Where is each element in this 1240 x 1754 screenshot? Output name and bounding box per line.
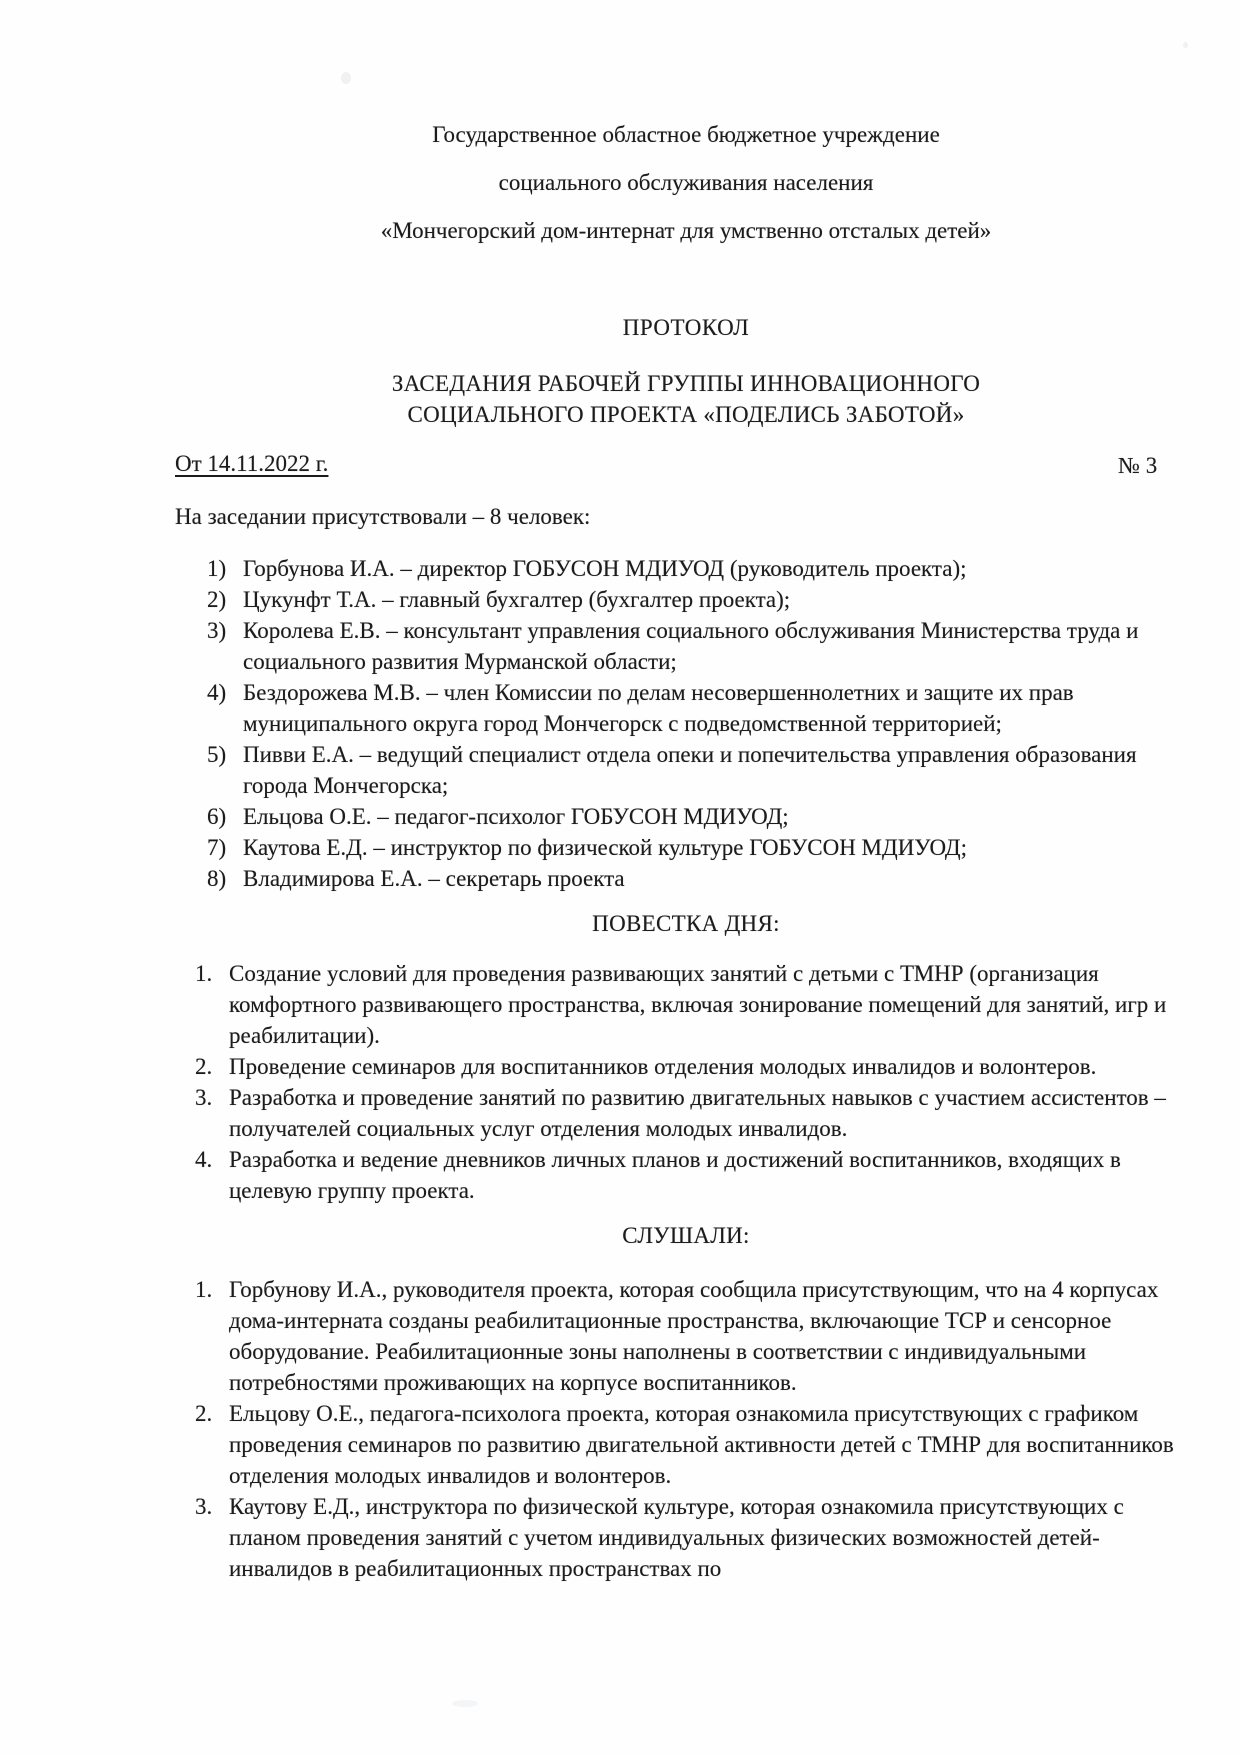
attendee-item xyxy=(175,677,1197,739)
attendee-number: 2) xyxy=(207,587,227,612)
heard-heading: СЛУШАЛИ: xyxy=(622,1223,750,1248)
attendee-item xyxy=(175,584,1197,615)
attendee-number: 8) xyxy=(207,866,227,891)
agenda-text: Проведение семинаров для воспитанников отделения молодых инвалидов и волонтеров. xyxy=(229,1054,1097,1079)
attendee-number: 6) xyxy=(207,804,227,829)
agenda-number: 3. xyxy=(195,1085,213,1110)
attendee-text: Пивви Е.А. – ведущий специалист отдела опеки и попечительства управления образования города Мончегорска; xyxy=(243,742,1137,798)
heard-text: Горбунову И.А., руководителя проекта, которая сообщила присутствующим, что на 4 корпусах дома-интерната созданы реабилитационные пространства, включающие ТСР и сенсорное оборудование. Реабилитационные зоны наполнены в соответствии с индивидуальными потребностями проживающих на корпусе воспитанников. xyxy=(229,1277,1159,1395)
attendee-text: Цукунфт Т.А. – главный бухгалтер (бухгалтер проекта); xyxy=(243,587,791,612)
date-row xyxy=(175,448,1197,479)
protocol-subtitle-line-1: ЗАСЕДАНИЯ РАБОЧЕЙ ГРУППЫ ИННОВАЦИОННОГО xyxy=(391,371,981,396)
protocol-number: № 3 xyxy=(1118,453,1158,478)
attendees-list xyxy=(175,553,1197,894)
heard-item xyxy=(175,1274,1197,1398)
attendee-number: 7) xyxy=(207,835,227,860)
protocol-title: ПРОТОКОЛ xyxy=(622,315,750,340)
attendee-item xyxy=(175,801,1197,832)
attendee-text: Горбунова И.А. – директор ГОБУСОН МДИУОД (руководитель проекта); xyxy=(243,556,967,581)
agenda-item xyxy=(175,1082,1197,1144)
attendees-intro: На заседании присутствовали – 8 человек: xyxy=(175,504,591,529)
agenda-item xyxy=(175,958,1197,1051)
org-name-line-2: социального обслуживания населения xyxy=(498,170,874,195)
org-header xyxy=(175,0,1197,255)
attendee-item xyxy=(175,863,1197,894)
heard-number: 2. xyxy=(195,1401,213,1426)
agenda-text: Разработка и проведение занятий по развитию двигательных навыков с участием ассистентов – получателей социальных услуг отделения молодых инвалидов. xyxy=(229,1085,1166,1141)
heard-list xyxy=(175,1274,1197,1584)
attendee-text: Ельцова О.Е. – педагог-психолог ГОБУСОН МДИУОД; xyxy=(243,804,789,829)
heard-item xyxy=(175,1398,1197,1491)
scan-artifact xyxy=(1183,42,1188,48)
attendee-item xyxy=(175,615,1197,677)
agenda-heading: ПОВЕСТКА ДНЯ: xyxy=(592,911,780,936)
agenda-text: Создание условий для проведения развивающих занятий с детьми с ТМНР (организация комфортного развивающего пространства, включая зонирование помещений для занятий, игр и реабилитации). xyxy=(229,961,1167,1048)
attendee-text: Королева Е.В. – консультант управления социального обслуживания Министерства труда и социального развития Мурманской области; xyxy=(243,618,1139,674)
agenda-item xyxy=(175,1144,1197,1206)
attendee-item xyxy=(175,832,1197,863)
agenda-number: 4. xyxy=(195,1147,213,1172)
attendee-number: 1) xyxy=(207,556,227,581)
heard-item xyxy=(175,1491,1197,1584)
org-name-line-1: Государственное областное бюджетное учреждение xyxy=(432,122,940,147)
scan-artifact xyxy=(341,72,351,84)
protocol-subtitle-line-2: СОЦИАЛЬНОГО ПРОЕКТА «ПОДЕЛИСЬ ЗАБОТОЙ» xyxy=(407,402,965,427)
attendee-number: 4) xyxy=(207,680,227,705)
agenda-number: 2. xyxy=(195,1054,213,1079)
attendee-item xyxy=(175,553,1197,584)
attendee-number: 5) xyxy=(207,742,227,767)
heard-number: 3. xyxy=(195,1494,213,1519)
heard-number: 1. xyxy=(195,1277,213,1302)
agenda-text: Разработка и ведение дневников личных планов и достижений воспитанников, входящих в целевую группу проекта. xyxy=(229,1147,1121,1203)
agenda-list xyxy=(175,958,1197,1206)
attendee-text: Владимирова Е.А. – секретарь проекта xyxy=(243,866,625,891)
scan-artifact xyxy=(452,1700,478,1707)
agenda-item xyxy=(175,1051,1197,1082)
heard-text: Ельцову О.Е., педагога-психолога проекта, которая ознакомила присутствующих с графиком проведения семинаров по развитию двигательной активности детей с ТМНР для воспитанников отделения молодых инвалидов и волонтеров. xyxy=(229,1401,1174,1488)
org-name-line-3: «Мончегорский дом-интернат для умственно отсталых детей» xyxy=(380,218,992,243)
heard-text: Каутову Е.Д., инструктора по физической культуре, которая ознакомила присутствующих с планом проведения занятий с учетом индивидуальных физических возможностей детей-инвалидов в реабилитационных пространствах по xyxy=(229,1494,1124,1581)
attendee-text: Каутова Е.Д. – инструктор по физической культуре ГОБУСОН МДИУОД; xyxy=(243,835,967,860)
protocol-date: От 14.11.2022 г. xyxy=(175,451,329,476)
attendee-number: 3) xyxy=(207,618,227,643)
attendee-item xyxy=(175,739,1197,801)
agenda-number: 1. xyxy=(195,961,213,986)
document-content xyxy=(175,0,1197,1584)
protocol-subtitle xyxy=(175,368,1197,430)
attendee-text: Бездорожева М.В. – член Комиссии по делам несовершеннолетних и защите их прав муниципального округа город Мончегорск с подведомственной территорией; xyxy=(243,680,1074,736)
